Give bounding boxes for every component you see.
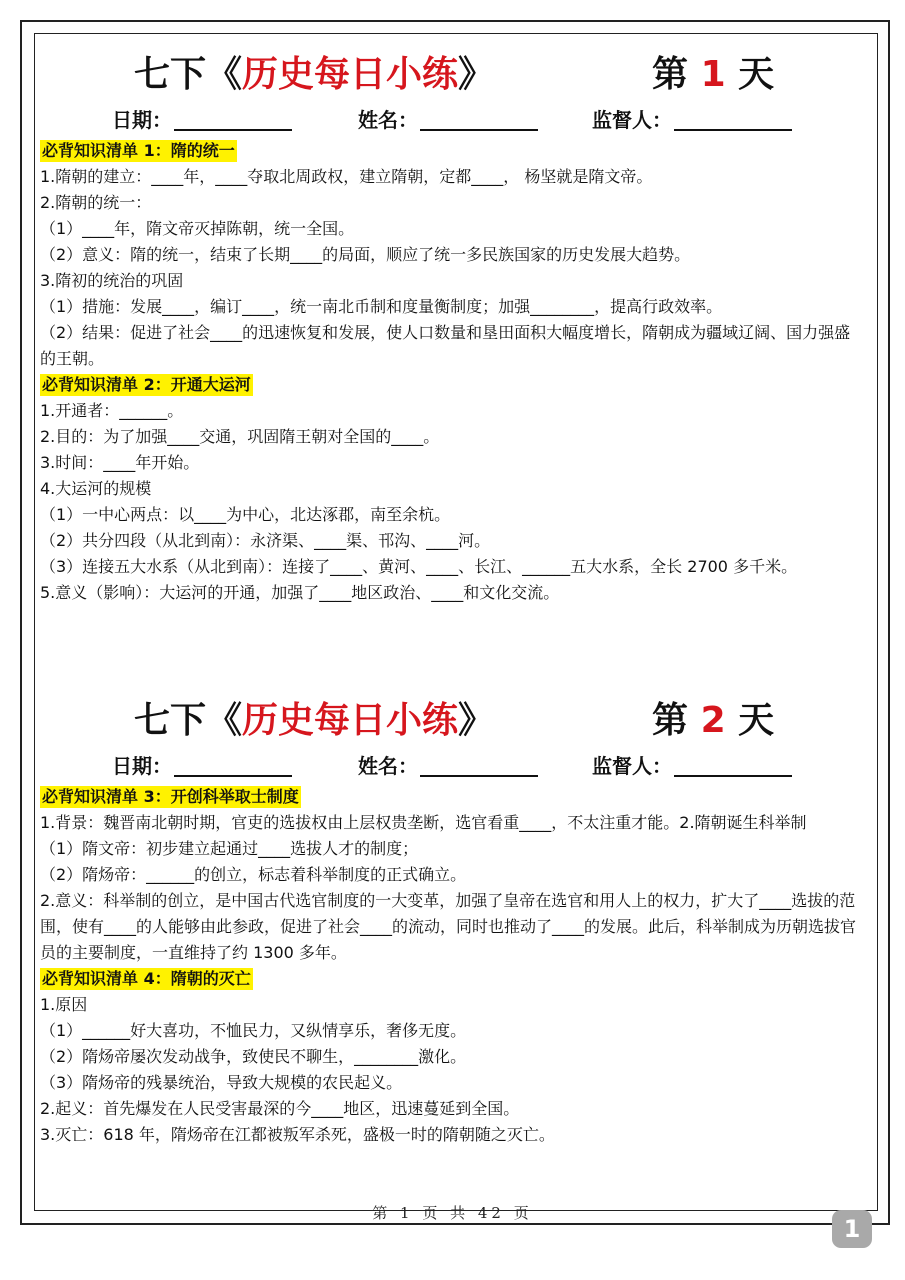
name-blank[interactable]: [420, 109, 538, 131]
content-line: （1）措施：发展____，编订____，统一南北币制和度量衡制度；加强________，提高行政效率。: [40, 297, 723, 316]
day-1-section: [40, 50, 866, 606]
highlighted-heading-text: 必背知识清单 2：开通大运河: [42, 375, 251, 394]
day-suffix: 天: [738, 54, 775, 95]
title-red-text: 历史每日小练: [242, 54, 459, 95]
day-2-content: [40, 784, 866, 1148]
content-line: 2.起义：首先爆发在人民受害最深的今____地区，迅速蔓延到全国。: [40, 1099, 520, 1118]
section-heading: [40, 138, 866, 164]
content-line: 1.背景：魏晋南北朝时期，官吏的选拔权由上层权贵垄断，选官看重____，不太注重才能。2.隋朝诞生科举制: [40, 813, 807, 832]
name-field: [358, 748, 538, 784]
supervisor-field: [592, 102, 792, 138]
date-blank[interactable]: [174, 755, 292, 777]
page-number-badge[interactable]: 1: [832, 1210, 872, 1248]
content-line: 2.隋朝的统一：: [40, 193, 152, 212]
content-line: 3.灭亡：618 年，隋炀帝在江都被叛军杀死，盛极一时的隋朝随之灭亡。: [40, 1125, 555, 1144]
day-1-info-row: [40, 102, 866, 138]
title-suffix: 》: [458, 700, 495, 741]
title-prefix: 七下《: [134, 54, 243, 95]
content-line: 1.隋朝的建立：____年，____夺取北周政权，建立隋朝，定都____， 杨坚就是隋文帝。: [40, 167, 653, 186]
day-prefix: 第: [652, 54, 689, 95]
section-heading: [40, 966, 866, 992]
name-field: [358, 102, 538, 138]
highlighted-heading-text: 必背知识清单 4：隋朝的灭亡: [42, 969, 251, 988]
day-1-content: [40, 138, 866, 606]
content-line: （1）隋文帝：初步建立起通过____选拔人才的制度；: [40, 839, 419, 858]
content-line: 2.意义：科举制的创立，是中国古代选官制度的一大变革，加强了皇帝在选官和用人上的权力，扩大了____选拔的范围，使有____的人能够由此参政，促进了社会____的流动，同时也推动了____的发展。此后，科举制成为历朝选拔官员的主要制度，一直维持了约 1300 多年。: [40, 891, 857, 962]
worksheet-title: [134, 696, 494, 746]
date-field: [112, 102, 292, 138]
supervisor-label: 监督人：: [592, 108, 672, 132]
date-label: 日期：: [112, 754, 172, 778]
date-label: 日期：: [112, 108, 172, 132]
content-line: （2）隋炀帝屡次发动战争，致使民不聊生，________激化。: [40, 1047, 467, 1066]
content-line: （2）共分四段（从北到南）：永济渠、____渠、邗沟、____河。: [40, 531, 491, 550]
day-number: 1: [700, 54, 726, 95]
name-label: 姓名：: [358, 754, 418, 778]
content-line: 4.大运河的规模: [40, 479, 152, 498]
highlighted-heading-text: 必背知识清单 3：开创科举取士制度: [42, 787, 299, 806]
content-line: 3.隋初的统治的巩固: [40, 271, 184, 290]
content-line: （1）______好大喜功，不恤民力，又纵情享乐，奢侈无度。: [40, 1021, 467, 1040]
name-label: 姓名：: [358, 108, 418, 132]
day-number-title: [652, 50, 774, 100]
day-number: 2: [700, 700, 726, 741]
supervisor-blank[interactable]: [674, 755, 792, 777]
title-red-text: 历史每日小练: [242, 700, 459, 741]
date-blank[interactable]: [174, 109, 292, 131]
title-suffix: 》: [458, 54, 495, 95]
page-footer: 第 1 页 共 42 页: [372, 1204, 533, 1222]
content-line: 5.意义（影响）：大运河的开通，加强了____地区政治、____和文化交流。: [40, 583, 560, 602]
worksheet-title: [134, 50, 494, 100]
content-line: （1）____年，隋文帝灭掉陈朝，统一全国。: [40, 219, 355, 238]
name-blank[interactable]: [420, 755, 538, 777]
supervisor-field: [592, 748, 792, 784]
content-line: 3.时间：____年开始。: [40, 453, 200, 472]
day-number-title: [652, 696, 774, 746]
content-line: （3）连接五大水系（从北到南）：连接了____、黄河、____、长江、______五大水系，全长 2700 多千米。: [40, 557, 798, 576]
content-line: （2）意义：隋的统一，结束了长期____的局面，顺应了统一多民族国家的历史发展大趋势。: [40, 245, 691, 264]
date-field: [112, 748, 292, 784]
content-line: 1.开通者：______。: [40, 401, 184, 420]
day-prefix: 第: [652, 700, 689, 741]
day-2-title-row: [40, 696, 866, 746]
content-line: （3）隋炀帝的残暴统治，导致大规模的农民起义。: [40, 1073, 403, 1092]
content-line: 1.原因: [40, 995, 88, 1014]
day-2-info-row: [40, 748, 866, 784]
section-heading: [40, 784, 866, 810]
section-heading: [40, 372, 866, 398]
supervisor-blank[interactable]: [674, 109, 792, 131]
content-line: （1）一中心两点：以____为中心，北达涿郡，南至余杭。: [40, 505, 451, 524]
content-line: 2.目的：为了加强____交通，巩固隋王朝对全国的____。: [40, 427, 440, 446]
highlighted-heading-text: 必背知识清单 1：隋的统一: [42, 141, 235, 160]
day-2-section: [40, 696, 866, 1148]
content-line: （2）结果：促进了社会____的迅速恢复和发展，使人口数量和垦田面积大幅度增长，隋朝成为疆域辽阔、国力强盛的王朝。: [40, 323, 851, 368]
day-suffix: 天: [738, 700, 775, 741]
title-prefix: 七下《: [134, 700, 243, 741]
day-1-title-row: [40, 50, 866, 100]
content-line: （2）隋炀帝：______的创立，标志着科举制度的正式确立。: [40, 865, 467, 884]
supervisor-label: 监督人：: [592, 754, 672, 778]
